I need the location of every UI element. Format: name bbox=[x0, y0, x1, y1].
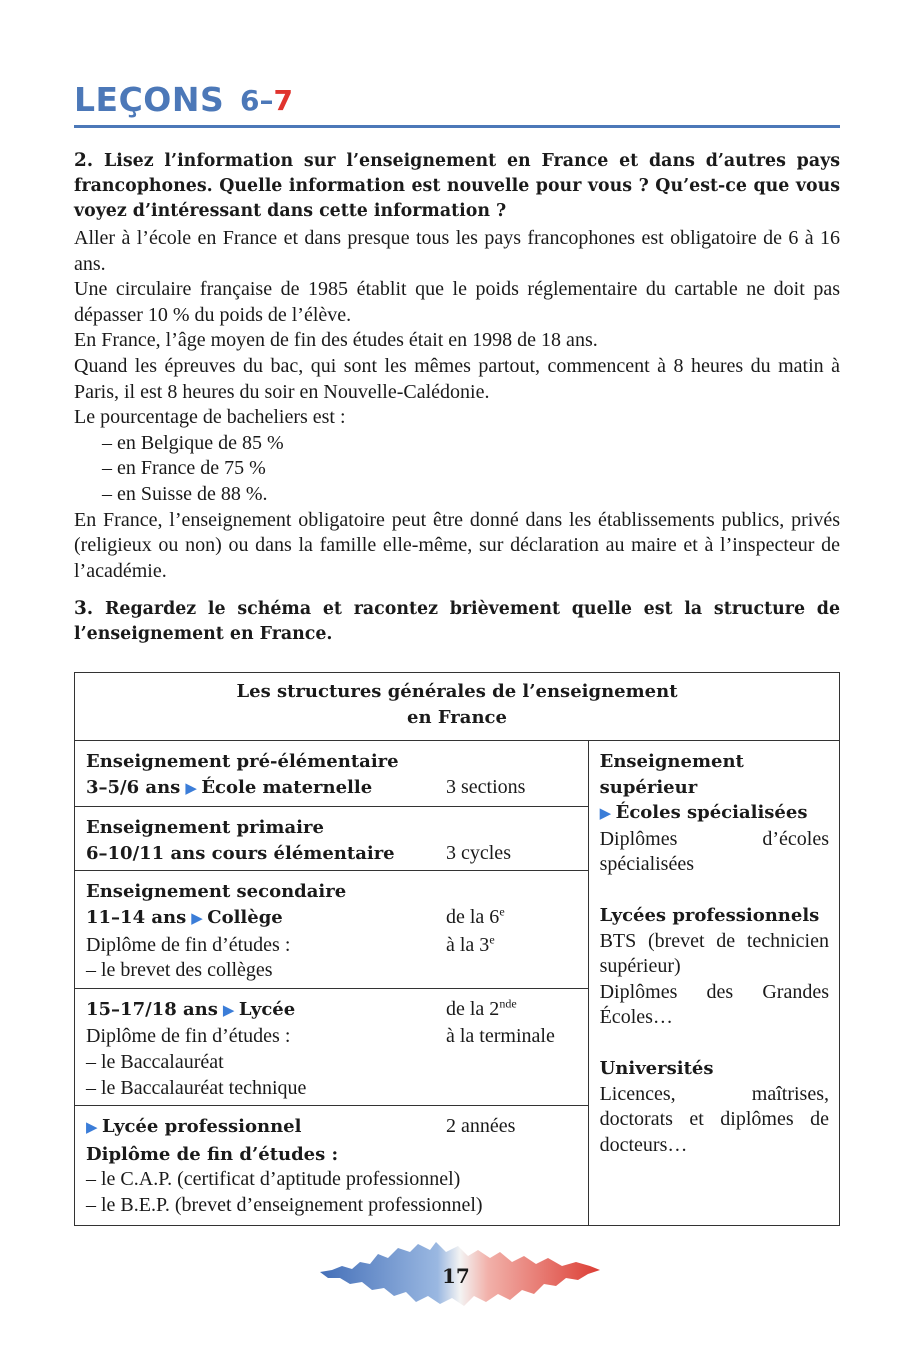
pre-elementary-info: 3 sections bbox=[446, 775, 526, 798]
specialized-schools-text: Diplômes d’écoles spécialisées bbox=[599, 827, 829, 876]
vocational-diploma-heading: Diplôme de fin d’études : bbox=[86, 1143, 339, 1165]
triangle-arrow-icon: ▶ bbox=[599, 804, 612, 823]
triangle-arrow-icon: ▶ bbox=[185, 780, 197, 797]
main-content bbox=[74, 148, 840, 647]
lesson-end: 7 bbox=[273, 84, 293, 117]
pre-elementary-ages: 3–5/6 ans bbox=[86, 776, 181, 798]
info-text bbox=[74, 226, 840, 584]
vocational-diploma-item: – le B.E.P. (brevet d’enseignement professionnel) bbox=[86, 1193, 483, 1216]
lycee-diploma: Diplôme de fin d’études : bbox=[86, 1025, 291, 1048]
vocational-school: Lycée professionnel bbox=[102, 1116, 302, 1138]
vocational-lycees: Lycées professionnels bbox=[599, 904, 820, 926]
info-paragraph: En France, l’âge moyen de fin des études était en 1998 de 18 ans. bbox=[74, 329, 598, 352]
question-2-number: 2. bbox=[74, 150, 94, 171]
primary-heading: Enseignement primaire bbox=[86, 817, 324, 839]
lesson-start: 6 bbox=[240, 84, 260, 117]
universities-text: Licences, maîtrises, doctorats et diplômes de docteurs… bbox=[599, 1082, 829, 1156]
page-footer bbox=[318, 1236, 602, 1312]
info-paragraph: Le pourcentage de bacheliers est : bbox=[74, 406, 346, 429]
secondary-info: à la 3 bbox=[446, 933, 490, 956]
primary-cell bbox=[75, 807, 589, 871]
lycee-school: Lycée bbox=[238, 998, 296, 1020]
secondary-school: Collège bbox=[207, 906, 283, 928]
question-2 bbox=[74, 148, 840, 224]
lycee-info: de la 2 bbox=[446, 997, 500, 1020]
pre-elementary-cell bbox=[75, 741, 589, 807]
primary-info: 3 cycles bbox=[446, 841, 511, 864]
higher-education-heading: Enseignement supérieur bbox=[599, 751, 744, 798]
question-2-text: Lisez l’information sur l’enseignement en France et dans d’autres pays francophones. Quelle information est nouvelle pour vous ? Qu’est-ce que vous voyez d’intéressant dans cette information ? bbox=[74, 151, 841, 221]
info-paragraph: Une circulaire française de 1985 établit que le poids réglementaire du cartable ne doit pas dépasser 10 % du poids de l’élève. bbox=[74, 278, 840, 326]
specialized-schools: Écoles spécialisées bbox=[615, 802, 808, 824]
primary-line: 6–10/11 ans cours élémentaire bbox=[86, 842, 395, 864]
page-header bbox=[74, 80, 840, 132]
universities: Universités bbox=[599, 1057, 714, 1079]
question-3 bbox=[74, 596, 840, 647]
triangle-arrow-icon: ▶ bbox=[222, 1002, 235, 1019]
header-rule bbox=[74, 125, 840, 128]
question-3-text: Regardez le schéma et racontez brièvement quelle est la structure de l’enseignement en France. bbox=[74, 599, 841, 645]
secondary-diploma: Diplôme de fin d’études : bbox=[86, 933, 291, 956]
lycee-info: à la terminale bbox=[446, 1025, 555, 1048]
lesson-sep: – bbox=[259, 84, 274, 117]
list-item: – en France de 75 % bbox=[102, 457, 266, 480]
triangle-arrow-icon: ▶ bbox=[86, 1120, 98, 1137]
vocational-lycees-text: Diplômes des Grandes Écoles… bbox=[599, 980, 829, 1029]
page-number: 17 bbox=[442, 1264, 470, 1288]
vocational-lycees-text: BTS (brevet de technicien supérieur) bbox=[599, 929, 829, 978]
lessons-title: LEÇONS bbox=[74, 80, 225, 119]
vocational-info: 2 années bbox=[446, 1115, 516, 1138]
table-title: Les structures générales de l’enseignement en France bbox=[75, 673, 840, 741]
lesson-numbers bbox=[240, 84, 293, 117]
secondary-info: de la 6 bbox=[446, 905, 500, 928]
question-3-number: 3. bbox=[74, 598, 94, 620]
lycee-cell: 15–17/18 ans ▶ Lycée de la 2nde Diplôme de fin d’études : à la terminale – le Baccalauréat – le Baccalauréat technique bbox=[75, 988, 589, 1105]
info-paragraph: Aller à l’école en France et dans presque tous les pays francophones est obligatoire de 6 à 16 ans. bbox=[74, 227, 840, 275]
info-paragraph: En France, l’enseignement obligatoire peut être donné dans les établissements publics, privés (religieux ou non) ou dans la famille elle-même, sur déclaration au maire et à l’inspecteur de l’académie. bbox=[74, 508, 840, 582]
info-paragraph: Quand les épreuves du bac, qui sont les mêmes partout, commencent à 8 heures du matin à Paris, il est 8 heures du soir en Nouvelle-Calédonie. bbox=[74, 354, 840, 403]
triangle-arrow-icon: ▶ bbox=[191, 910, 203, 927]
secondary-ages: 11–14 ans bbox=[86, 906, 187, 928]
secondary-heading: Enseignement secondaire bbox=[86, 881, 347, 903]
vocational-diploma-item: – le C.A.P. (certificat d’aptitude professionnel) bbox=[86, 1168, 461, 1191]
higher-education-cell bbox=[588, 741, 839, 1226]
secondary-cell: Enseignement secondaire 11–14 ans ▶ Collège de la 6e Diplôme de fin d’études : à la 3e – le brevet des collèges bbox=[75, 871, 589, 988]
pre-elementary-heading: Enseignement pré-élémentaire bbox=[86, 751, 399, 772]
pre-elementary-school: École maternelle bbox=[201, 776, 373, 798]
list-item: – en Suisse de 88 %. bbox=[102, 482, 268, 505]
bachelor-percentages-list bbox=[74, 431, 840, 508]
vocational-cell bbox=[75, 1106, 589, 1225]
education-structure-table bbox=[74, 672, 840, 1226]
secondary-diploma-item: – le brevet des collèges bbox=[86, 959, 273, 982]
list-item: – en Belgique de 85 % bbox=[102, 431, 284, 454]
lycee-diploma-item: – le Baccalauréat bbox=[86, 1050, 224, 1073]
lycee-ages: 15–17/18 ans bbox=[86, 998, 218, 1020]
lycee-diploma-item: – le Baccalauréat technique bbox=[86, 1076, 307, 1099]
